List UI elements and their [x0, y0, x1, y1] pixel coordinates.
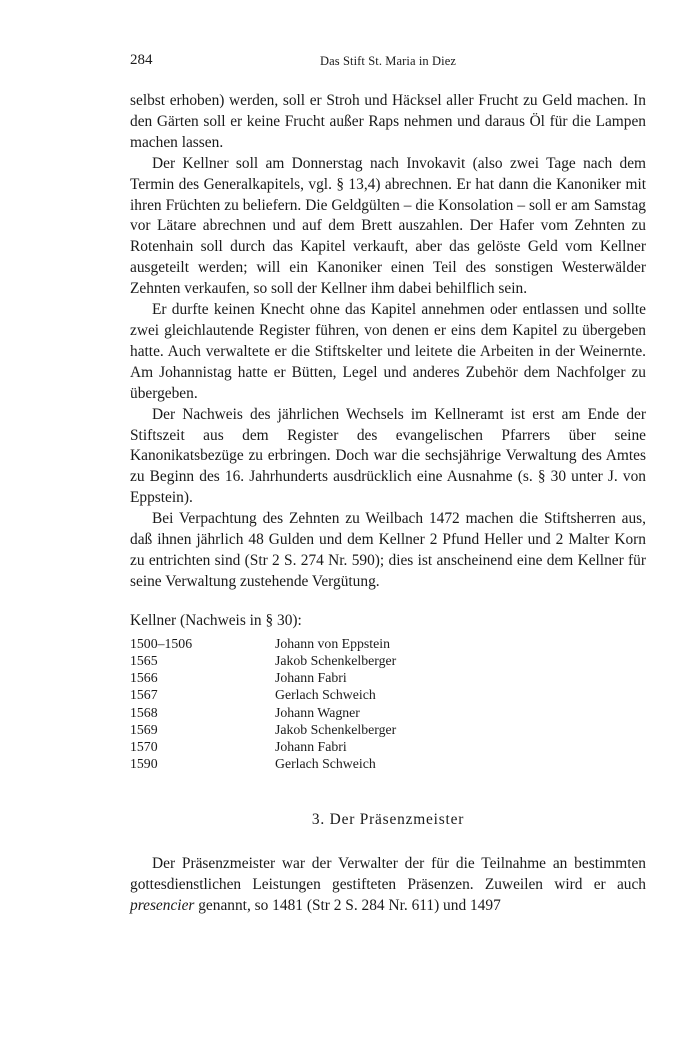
year-cell: 1590 — [130, 756, 158, 772]
table-row — [130, 738, 396, 755]
year-cell: 1565 — [130, 652, 158, 668]
name-cell: Johann Wagner — [275, 704, 360, 720]
name-cell: Johann von Eppstein — [275, 635, 390, 651]
name-cell: Jakob Schenkelberger — [275, 721, 397, 737]
page-number: 284 — [130, 52, 153, 68]
table-row — [130, 721, 396, 738]
name-cell: Gerlach Schweich — [275, 756, 376, 772]
year-cell: 1500–1506 — [130, 635, 193, 651]
paragraph: Der Kellner soll am Donnerstag nach Invokavit (also zwei Tage nach dem Termin des Generalkapitels, vgl. § 13,4) abrechnen. Er hat dann die Kanoniker mit ihren Früchten zu beliefern. Die Geldgülten – die Konsolation – soll er am Samstag vor Lätare abrechnen und auf dem Brett auszahlen. Der Hafer vom Zehnten zu Rotenhain soll durch das Kapitel verkauft, aber das gelöste Geld vom Kellner ausgeteilt werden; will ein Kanoniker einen Teil des sonstigen Westerwälder Zehnten verkaufen, so soll der Kellner ihm dabei behilflich sein. — [130, 154, 646, 298]
section-text — [130, 854, 646, 917]
year-cell: 1569 — [130, 721, 158, 737]
table-row — [130, 704, 396, 721]
kellner-table — [130, 635, 396, 773]
name-cell: Johann Fabri — [275, 738, 347, 754]
table-row — [130, 686, 396, 703]
table-row — [130, 652, 396, 669]
section-heading: 3. Der Präsenzmeister — [311, 811, 465, 829]
paragraph: selbst erhoben) werden, soll er Stroh und Häcksel aller Frucht zu Geld machen. In den Gärten soll er keine Frucht außer Raps nehmen und daraus Öl für die Lampen machen lassen. — [130, 92, 646, 151]
table-row — [130, 669, 396, 686]
running-title: Das Stift St. Maria in Diez — [319, 54, 456, 68]
name-cell: Johann Fabri — [275, 670, 347, 686]
kellner-list-heading: Kellner (Nachweis in § 30): — [130, 611, 302, 629]
year-cell: 1567 — [130, 687, 158, 703]
paragraph: Der Nachweis des jährlichen Wechsels im Kellneramt ist erst am Ende der Stiftszeit aus dem Register des evangelischen Pfarrers über seine Kanonikatsbezüge zu erbringen. Doch war die sechsjährige Verwaltung des Amtes zu Beginn des 16. Jahrhunderts ausdrücklich eine Ausnahme (s. § 30 unter J. von Eppstein). — [130, 405, 646, 507]
paragraph — [130, 854, 646, 917]
paragraph: Bei Verpachtung des Zehnten zu Weilbach 1472 machen die Stiftsherren aus, daß ihnen jährlich 48 Gulden und dem Kellner 2 Pfund Heller und 2 Malter Korn zu entrichten sind (Str 2 S. 274 Nr. 590); dies ist anscheinend eine dem Kellner für seine Verwaltung zustehende Vergütung. — [130, 510, 646, 590]
main-text — [130, 91, 646, 593]
paragraph-text: Der Präsenzmeister war der Verwalter der für die Teilnahme an bestimmten gottesdienstlichen Leistungen gestifteten Präsenzen. Zuweilen wird er auch — [130, 855, 646, 894]
paragraph-text: genannt, so 1481 (Str 2 S. 284 Nr. 611) und 1497 — [194, 897, 501, 915]
italic-term: presencier — [130, 897, 195, 915]
year-cell: 1570 — [130, 738, 158, 754]
year-cell: 1568 — [130, 704, 158, 720]
name-cell: Gerlach Schweich — [275, 687, 376, 703]
running-header — [130, 52, 646, 76]
paragraph: Er durfte keinen Knecht ohne das Kapitel annehmen oder entlassen und sollte zwei gleichlautende Register führen, von denen er eins dem Kapitel zu übergeben hatte. Auch verwaltete er die Stiftskelter und leitete die Arbeiten in der Weinernte. Am Johannistag hatte er Bütten, Legel und anderes Zubehör dem Nachfolger zu übergeben. — [130, 301, 646, 402]
name-cell: Jakob Schenkelberger — [275, 652, 397, 668]
table-row — [130, 635, 396, 652]
book-page — [130, 52, 646, 917]
year-cell: 1566 — [130, 670, 158, 686]
table-row — [130, 755, 396, 772]
